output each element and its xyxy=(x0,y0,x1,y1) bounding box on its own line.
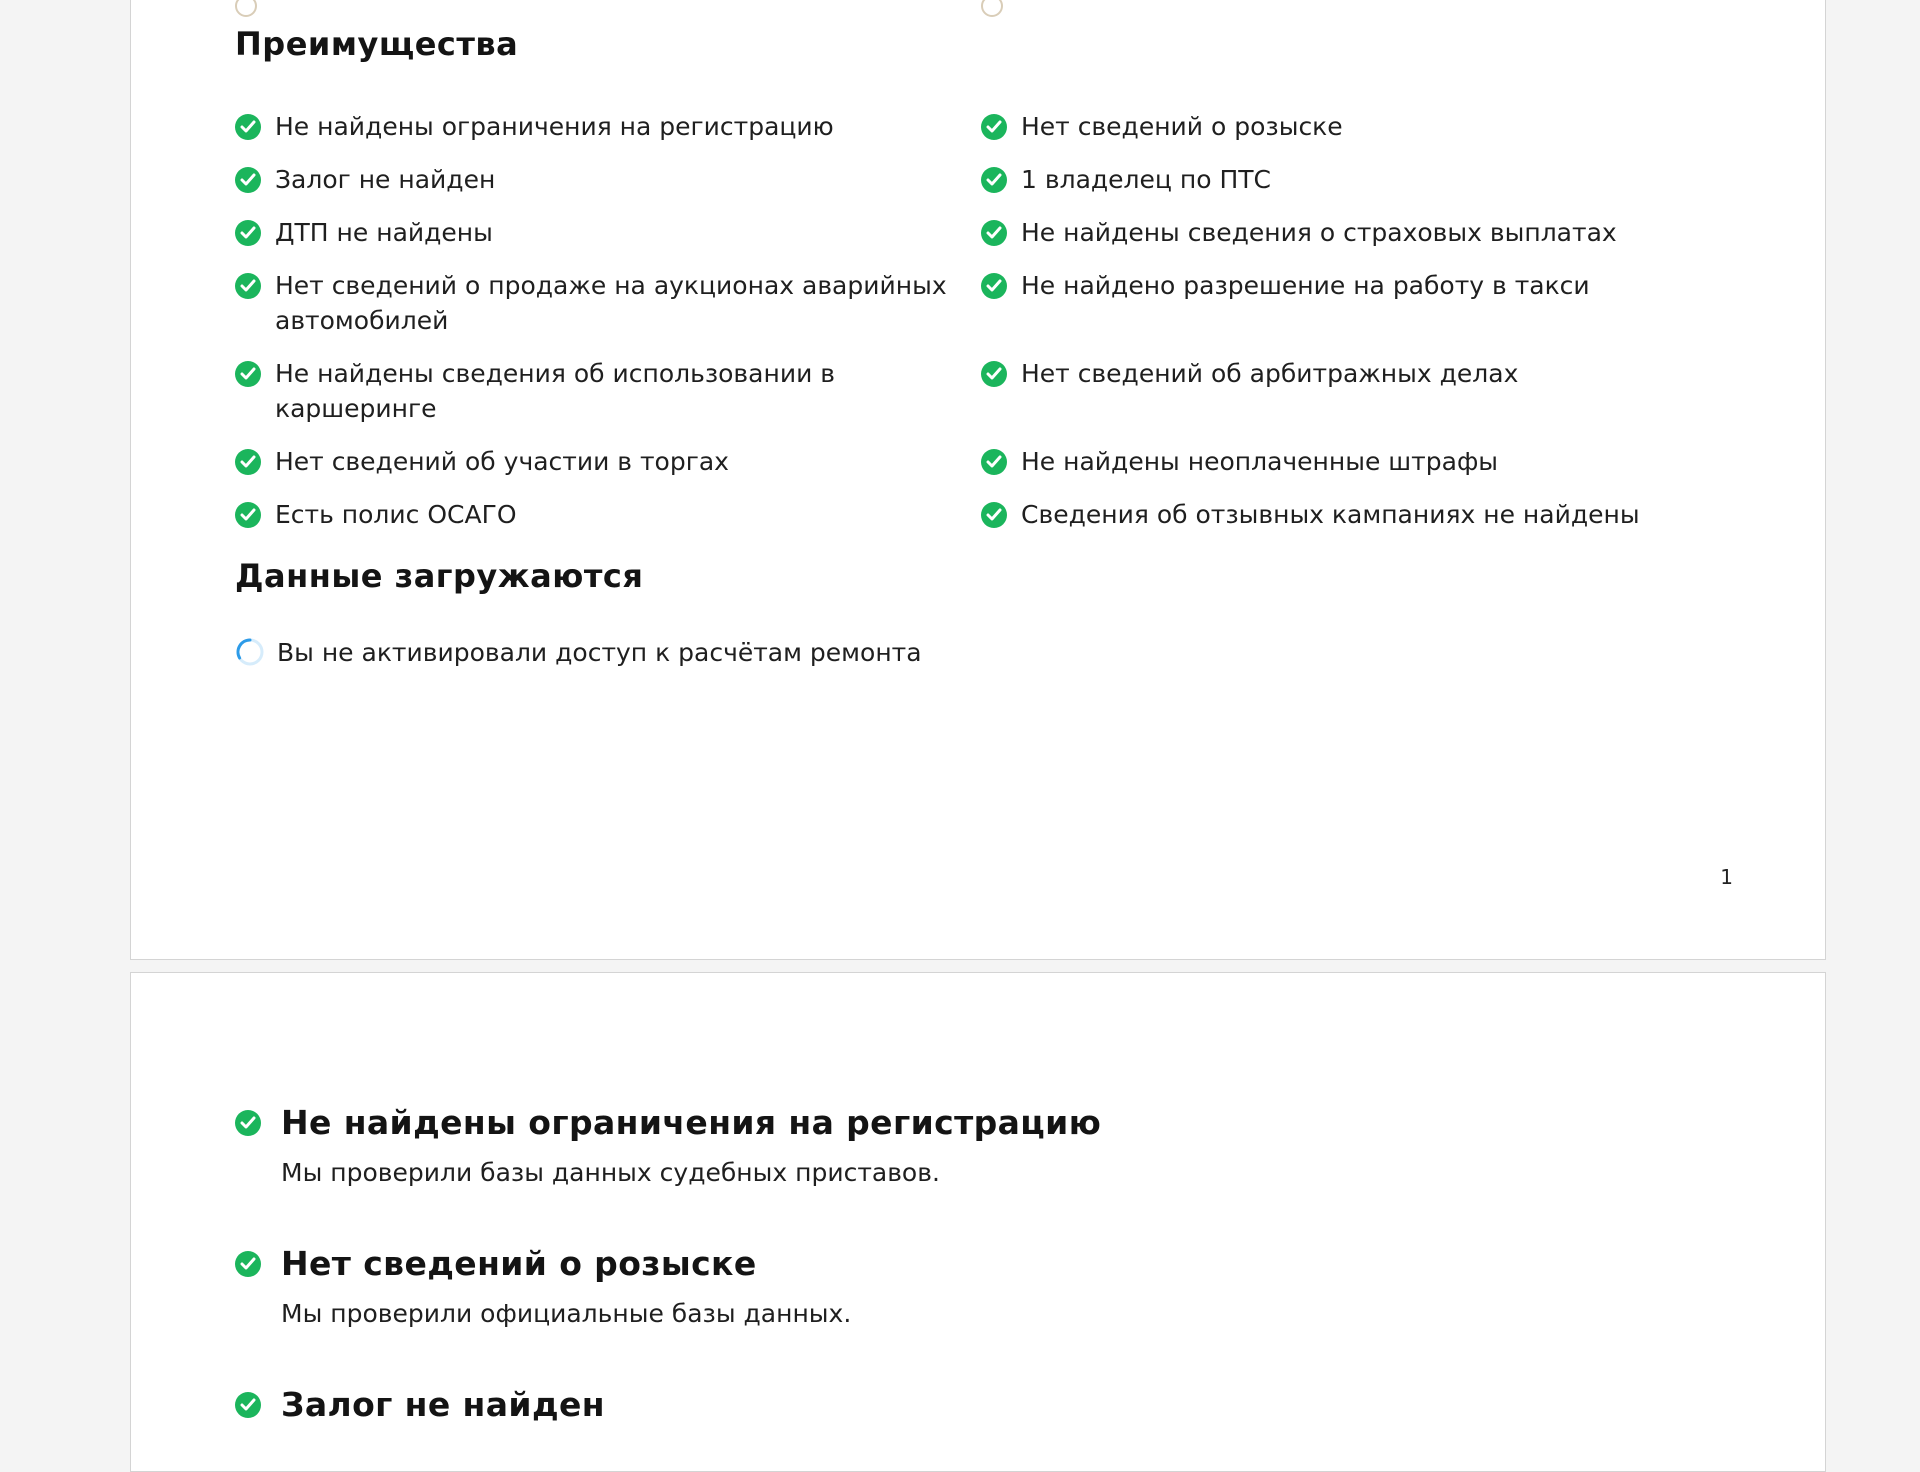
detail-description: Мы проверили официальные базы данных. xyxy=(281,1299,852,1328)
check-circle-icon xyxy=(235,1110,261,1136)
detail-block xyxy=(235,1244,1535,1328)
check-circle-icon xyxy=(235,502,261,528)
page-number: 1 xyxy=(1720,865,1733,889)
advantage-item xyxy=(981,444,1675,479)
advantage-label: Нет сведений об участии в торгах xyxy=(275,447,729,476)
advantage-item xyxy=(235,109,981,144)
check-circle-icon xyxy=(981,502,1007,528)
advantage-label: Нет сведений о розыске xyxy=(1021,112,1343,141)
detail-block xyxy=(235,1103,1535,1187)
check-circle-icon xyxy=(235,114,261,140)
advantage-item xyxy=(981,497,1675,532)
check-circle-icon xyxy=(981,273,1007,299)
advantage-label: Залог не найден xyxy=(275,165,496,194)
advantage-item xyxy=(981,268,1675,338)
check-circle-icon xyxy=(235,220,261,246)
check-circle-icon xyxy=(981,114,1007,140)
check-circle-icon xyxy=(981,167,1007,193)
loading-heading: Данные загружаются xyxy=(235,557,644,595)
advantage-label: ДТП не найдены xyxy=(275,218,493,247)
check-circle-icon xyxy=(981,361,1007,387)
check-circle-icon xyxy=(235,273,261,299)
advantage-item xyxy=(235,444,981,479)
advantage-label: Не найдено разрешение на работу в такси xyxy=(1021,271,1590,300)
advantage-label: Не найдены ограничения на регистрацию xyxy=(275,112,834,141)
detail-title: Не найдены ограничения на регистрацию xyxy=(281,1103,1102,1142)
cut-off-row xyxy=(131,0,1825,15)
check-circle-icon xyxy=(235,361,261,387)
advantage-label: 1 владелец по ПТС xyxy=(1021,165,1271,194)
loading-item-label: Вы не активировали доступ к расчётам ремонта xyxy=(277,637,922,667)
advantage-label: Не найдены сведения об использовании в каршеринге xyxy=(275,359,836,423)
document-page-1 xyxy=(130,0,1826,960)
advantage-item xyxy=(235,215,981,250)
check-circle-icon xyxy=(981,449,1007,475)
spinner-icon xyxy=(235,637,265,667)
detail-block xyxy=(235,1385,1535,1424)
advantage-item xyxy=(235,356,981,426)
check-circle-icon xyxy=(235,1251,261,1277)
cut-status-icon xyxy=(981,0,1003,17)
advantage-label: Не найдены сведения о страховых выплатах xyxy=(1021,218,1617,247)
advantage-label: Сведения об отзывных кампаниях не найдены xyxy=(1021,500,1640,529)
advantage-item xyxy=(981,215,1675,250)
advantage-item xyxy=(235,497,981,532)
advantages-heading: Преимущества xyxy=(235,25,519,63)
advantage-item xyxy=(235,268,981,338)
detail-description: Мы проверили базы данных судебных приставов. xyxy=(281,1158,940,1187)
cut-status-icon xyxy=(235,0,257,17)
check-circle-icon xyxy=(235,167,261,193)
advantage-label: Не найдены неоплаченные штрафы xyxy=(1021,447,1499,476)
advantage-item xyxy=(981,162,1675,197)
advantage-label: Нет сведений об арбитражных делах xyxy=(1021,359,1519,388)
check-circle-icon xyxy=(235,1392,261,1418)
advantage-label: Нет сведений о продаже на аукционах аварийных автомобилей xyxy=(275,271,947,335)
advantage-item xyxy=(981,109,1675,144)
advantages-list xyxy=(235,109,1675,532)
document-page-2 xyxy=(130,972,1826,1472)
detail-title: Нет сведений о розыске xyxy=(281,1244,757,1283)
advantage-item xyxy=(235,162,981,197)
advantage-item xyxy=(981,356,1675,426)
loading-item xyxy=(235,637,922,667)
detail-title: Залог не найден xyxy=(281,1385,605,1424)
check-circle-icon xyxy=(235,449,261,475)
advantage-label: Есть полис ОСАГО xyxy=(275,500,517,529)
check-circle-icon xyxy=(981,220,1007,246)
